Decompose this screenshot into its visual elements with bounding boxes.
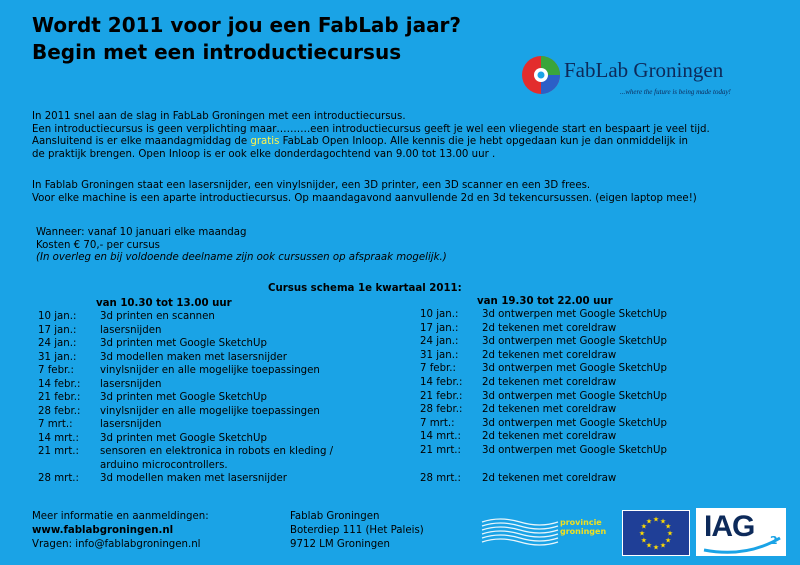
schedule-topic: 3d printen en scannen [100,311,215,322]
iag-logo [696,508,786,556]
fablab-logo-icon [520,54,562,96]
eu-star-icon: ★ [659,517,667,526]
schedule-topic: vinylsnijder en alle mogelijke toepassingen [100,365,320,376]
logo-tagline: ...where the future is being made today! [620,88,731,96]
schedule-topic: 3d printen met Google SketchUp [100,392,267,403]
schedule-topic: 3d modellen maken met lasersnijder [100,473,287,484]
appointment-note: (In overleg en bij voldoende deelname zijn ook cursussen op afspraak mogelijk.) [36,252,447,264]
schedule-date: 7 mrt.: [38,419,73,430]
schedule-date: 31 jan.: [420,349,459,361]
schedule-date: 31 jan.: [38,351,77,363]
schedule-date: 21 mrt.: [38,446,79,457]
intro-line-1: In 2011 snel aan de slag in FabLab Groningen met een introductiecursus. [32,111,406,122]
provincie-line-2: groningen [560,527,607,536]
iag-text: IAG [704,510,755,543]
footer-address [290,510,424,552]
schedule-topic: 3d ontwerpen met Google SketchUp [482,390,667,402]
schedule-topic: lasersnijden [100,378,162,390]
free-highlight: gratis [250,136,280,148]
schedule-topic: 2d tekenen met coreldraw [482,377,617,388]
schedule-date: 21 febr.: [420,390,463,402]
eu-star-icon: ★ [666,529,674,538]
schedule-topic: 3d ontwerpen met Google SketchUp [482,336,667,348]
schedule-topic: 3d printen met Google SketchUp [100,338,267,349]
schedule-topic: arduino microcontrollers. [100,459,228,471]
schedule-date: 21 febr.: [38,392,81,403]
eu-star-icon: ★ [638,529,646,538]
morning-header: van 10.30 tot 13.00 uur [96,298,232,309]
schedule-date: 28 mrt.: [420,472,461,484]
schedule-date: 24 jan.: [38,338,77,349]
schedule-date: 10 jan.: [38,311,77,322]
schedule-date: 17 jan.: [38,324,77,336]
intro-line-3-post: FabLab Open Inloop. Alle kennis die je hebt opgedaan kun je dan onmiddelijk in [279,136,688,148]
evening-schedule [420,309,780,489]
schedule-date: 10 jan.: [420,309,459,320]
schedule-date: 7 febr.: [38,365,74,376]
provincie-groningen-logo [480,516,608,546]
schedule-date: 28 mrt.: [38,473,79,484]
schedule-topic: lasersnijden [100,419,162,430]
machines-line-2: Voor elke machine is een aparte introductiecursus. Op maandagavond aanvullende 2d en 3d tekencursussen. (eigen laptop mee!) [32,192,697,204]
eu-star-icon: ★ [645,517,653,526]
eu-star-icon: ★ [664,536,672,545]
page-title [32,12,461,66]
schedule-topic: 2d tekenen met coreldraw [482,472,617,484]
more-info-label: Meer informatie en aanmeldingen: [32,511,209,522]
schedule-topic: sensoren en elektronica in robots en kleding / [100,446,334,457]
schedule-title: Cursus schema 1e kwartaal 2011: [268,283,462,294]
title-line-1: Wordt 2011 voor jou een FabLab jaar? [32,13,462,37]
intro-line-3 [32,136,710,149]
schedule-topic: lasersnijden [100,324,162,336]
when-text: Wanneer: vanaf 10 januari elke maandag [36,227,247,238]
schedule-date: 28 febr.: [420,404,463,416]
provincie-text [560,518,606,536]
schedule-topic: 2d tekenen met coreldraw [482,404,617,416]
evening-header: van 19.30 tot 22.00 uur [477,296,613,307]
schedule-topic: 3d ontwerpen met Google SketchUp [482,417,667,429]
intro-line-2: Een introductiecursus is geen verplichting maar……….een introductiecursus geeft je wel een vliegende start en bespaart je veel tijd. [32,123,710,135]
eu-star-icon: ★ [645,541,653,550]
eu-star-icon: ★ [659,541,667,550]
schedule-topic: 2d tekenen met coreldraw [482,349,617,361]
eu-star-icon: ★ [664,522,672,531]
provincie-line-1: provincie [560,518,602,527]
questions-email[interactable]: Vragen: info@fablabgroningen.nl [32,539,201,550]
machines-paragraph [32,180,697,205]
logo-name: FabLab Groningen [564,58,724,82]
schedule-date: 21 mrt.: [420,445,461,456]
schedule-date: 14 mrt.: [420,431,461,443]
schedule-topic: vinylsnijder en alle mogelijke toepassingen [100,405,320,417]
eu-star-icon: ★ [652,543,660,552]
intro-paragraph [32,111,710,161]
website-link[interactable]: www.fablabgroningen.nl [32,525,174,536]
schedule-date: 7 febr.: [420,363,456,375]
morning-schedule [38,311,398,491]
schedule-topic: 3d ontwerpen met Google SketchUp [482,445,667,456]
schedule-topic: 3d modellen maken met lasersnijder [100,351,287,363]
cost-text: Kosten € 70,- per cursus [36,239,160,251]
org-name: Fablab Groningen [290,511,380,522]
eu-flag [622,510,690,556]
schedule-date: 28 febr.: [38,405,81,417]
footer-contact [32,510,209,552]
intro-line-3-pre: Aansluitend is er elke maandagmiddag de [32,136,251,148]
eu-stars-icon [623,511,689,555]
eu-star-icon: ★ [640,536,648,545]
address-line-1: Boterdiep 111 (Het Paleis) [290,525,424,536]
iag-sub: 2 [770,534,778,547]
fablab-logo [520,52,780,102]
eu-star-icon: ★ [640,522,648,531]
schedule-date: 14 mrt.: [38,432,79,444]
title-line-2: Begin met een introductiecursus [32,40,402,64]
schedule-date: 14 febr.: [38,378,81,390]
schedule-date: 7 mrt.: [420,417,455,429]
machines-line-1: In Fablab Groningen staat een lasersnijder, een vinylsnijder, een 3D printer, een 3D scanner en een 3D frees. [32,180,591,191]
schedule-topic: 3d printen met Google SketchUp [100,432,267,444]
schedule-date: 14 febr.: [420,377,463,388]
schedule-topic: 3d ontwerpen met Google SketchUp [482,363,667,375]
eu-star-icon: ★ [652,515,660,524]
intro-line-4: de praktijk brengen. Open Inloop is er ook elke donderdagochtend van 9.00 tot 13.00 uur . [32,148,496,160]
schedule-date: 17 jan.: [420,322,459,334]
schedule-topic: 3d ontwerpen met Google SketchUp [482,309,667,320]
address-line-2: 9712 LM Groningen [290,539,390,550]
schedule-topic: 2d tekenen met coreldraw [482,322,617,334]
course-info [36,227,447,265]
schedule-date: 24 jan.: [420,336,459,348]
schedule-topic: 2d tekenen met coreldraw [482,431,617,443]
